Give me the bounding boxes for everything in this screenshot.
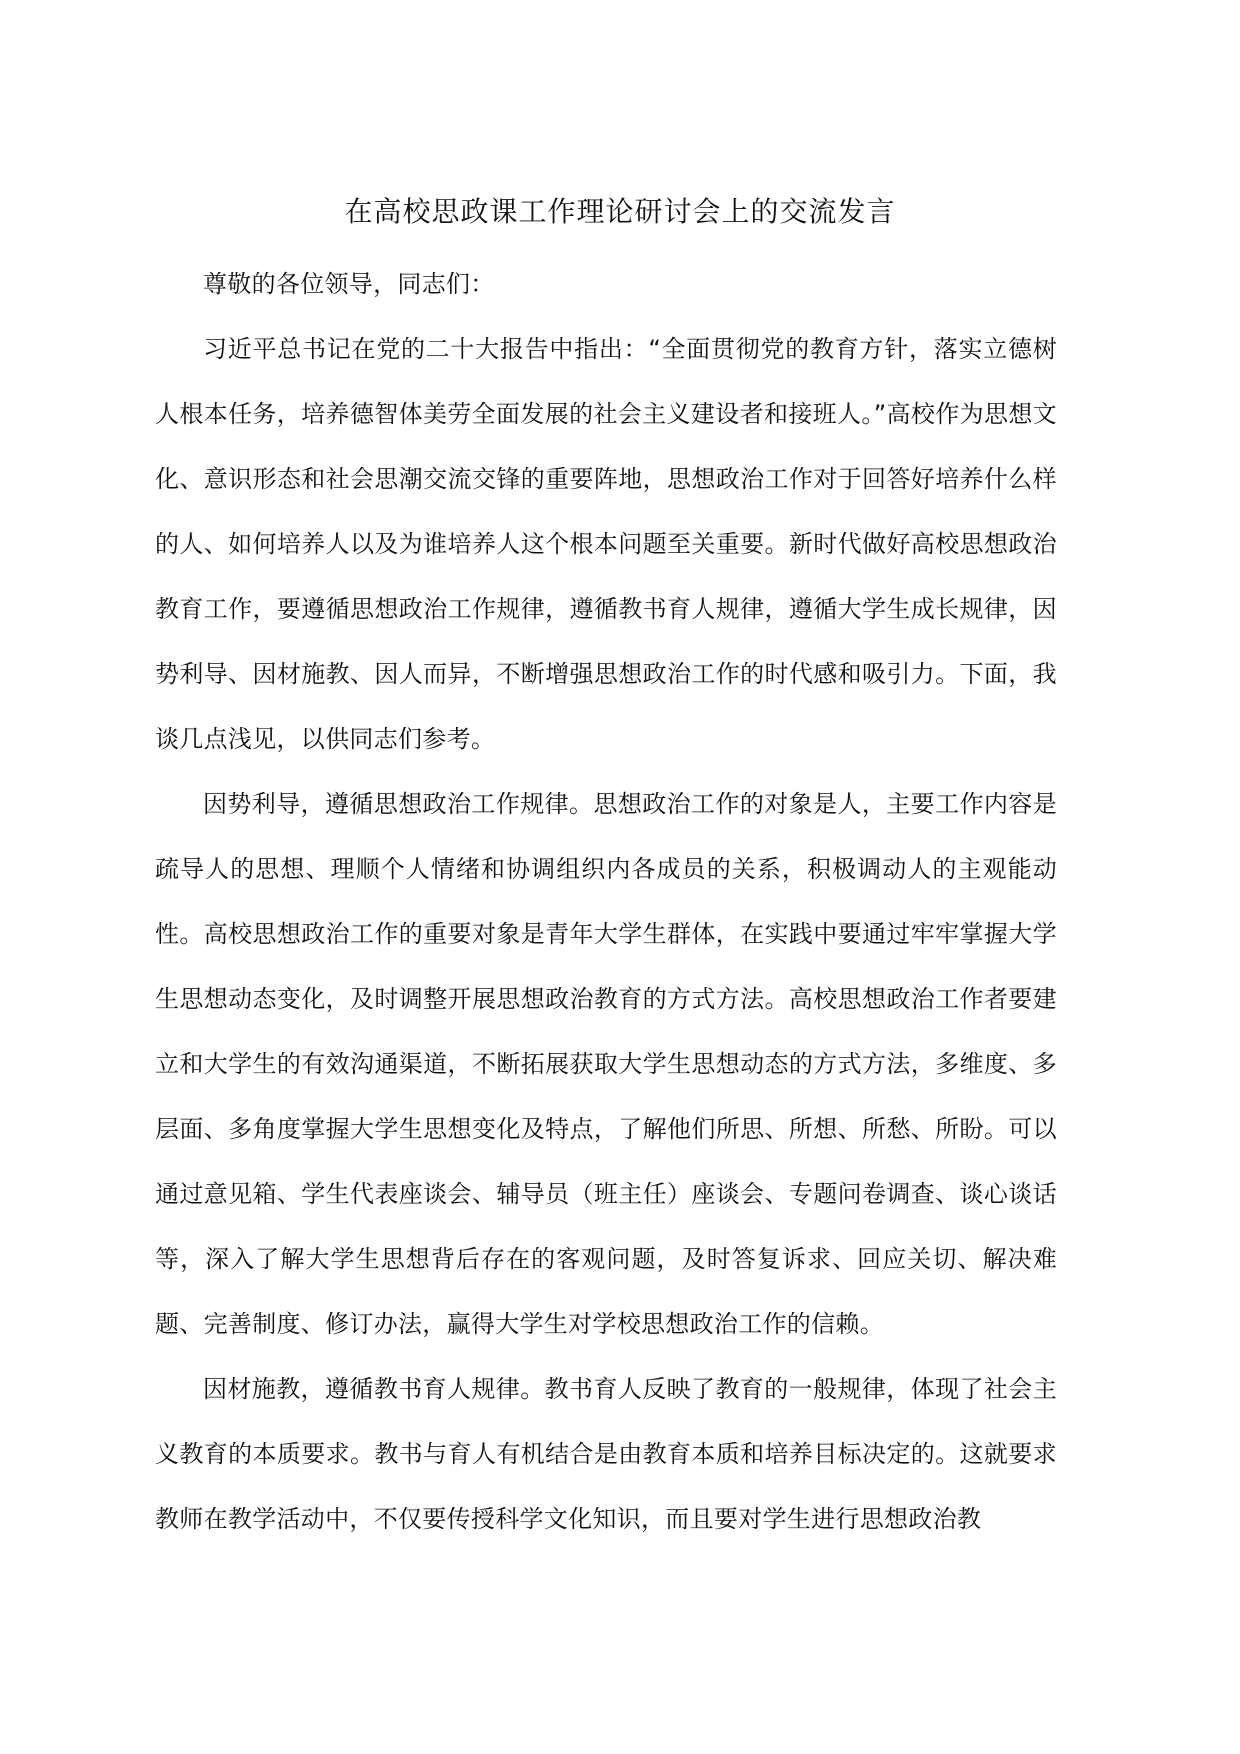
body-paragraph: 因材施教，遵循教书育人规律。教书育人反映了教育的一般规律，体现了社会主义教育的本质要求。教书与育人有机结合是由教育本质和培养目标决定的。这就要求教师在教学活动中，不仅要传授科学文化知识，而且要对学生进行思想政治教 <box>155 1375 1057 1533</box>
body-paragraph: 习近平总书记在党的二十大报告中指出：“全面贯彻党的教育方针，落实立德树人根本任务，培养德智体美劳全面发展的社会主义建设者和接班人。”高校作为思想文化、意识形态和社会思潮交流交锋的重要阵地，思想政治工作对于回答好培养什么样的人、如何培养人以及为谁培养人这个根本问题至关重要。新时代做好高校思想政治教育工作，要遵循思想政治工作规律，遵循教书育人规律，遵循大学生成长规律，因势利导、因材施教、因人而异，不断增强思想政治工作的时代感和吸引力。下面，我谈几点浅见，以供同志们参考。 <box>155 335 1057 753</box>
body-paragraph: 因势利导，遵循思想政治工作规律。思想政治工作的对象是人，主要工作内容是疏导人的思想、理顺个人情绪和协调组织内各成员的关系，积极调动人的主观能动性。高校思想政治工作的重要对象是青年大学生群体，在实践中要通过牢牢掌握大学生思想动态变化，及时调整开展思想政治教育的方式方法。高校思想政治工作者要建立和大学生的有效沟通渠道，不断拓展获取大学生思想动态的方式方法，多维度、多层面、多角度掌握大学生思想变化及特点，了解他们所思、所想、所愁、所盼。可以通过意见箱、学生代表座谈会、辅导员（班主任）座谈会、专题问卷调查、谈心谈话等，深入了解大学生思想背后存在的客观问题，及时答复诉求、回应关切、解决难题、完善制度、修订办法，赢得大学生对学校思想政治工作的信赖。 <box>155 790 1057 1338</box>
document-title: 在高校思政课工作理论研讨会上的交流发言 <box>344 195 896 228</box>
document-body <box>155 252 1057 1552</box>
salutation-paragraph: 尊敬的各位领导，同志们： <box>203 270 495 298</box>
